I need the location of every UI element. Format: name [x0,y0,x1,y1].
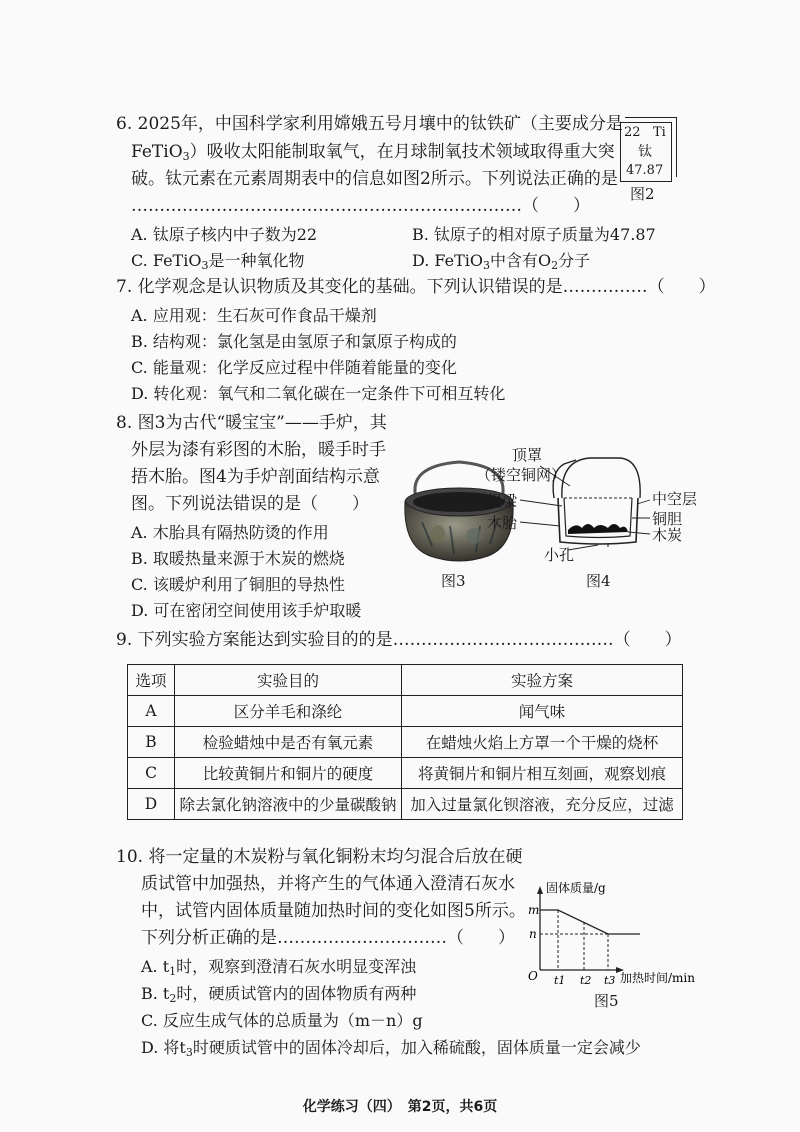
cell-plan: 闻气味 [402,696,683,727]
cell-option: C [128,758,175,789]
q8-option-c: C. 该暖炉利用了铜胆的导热性 [131,575,345,594]
atomic-mass: 47.87 [626,163,664,178]
series-line [540,910,640,934]
q6-line4: ……………………………………………………………（ ） [131,196,590,216]
periodic-element-box [620,122,672,182]
table-row [128,789,683,820]
q8-option-a: A. 木胎具有隔热防烫的作用 [131,523,329,542]
q7-option-c: C. 能量观：化学反应过程中伴随着能量的变化 [131,358,457,377]
cell-option: B [128,727,175,758]
cell-purpose: 检验蜡烛中是否有氧元素 [175,727,402,758]
q7-option-d: D. 转化观：氧气和二氧化碳在一定条件下可相互转化 [131,384,506,403]
experiment-table [127,664,683,820]
q10-option-c: C. 反应生成气体的总质量为（m－n）g [141,1011,423,1030]
table-header-row [128,665,683,696]
cell-plan: 加入过量氯化钡溶液，充分反应，过滤 [402,789,683,820]
label-copper-liner: 铜胆 [652,510,683,528]
x-tick-t1: t1 [554,974,566,985]
cell-purpose: 区分羊毛和涤纶 [175,696,402,727]
element-name: 钛 [638,144,652,160]
mass-time-chart [520,880,700,985]
page-footer: 化学练习（四） 第2页，共6页 [302,1099,498,1115]
fig2-caption: 图2 [630,185,655,203]
origin-label: O [528,969,538,983]
fig5-caption: 图5 [594,992,619,1010]
x-axis-label: 加热时间/min [620,971,695,985]
header-purpose: 实验目的 [175,665,402,696]
x-tick-t3: t3 [604,974,616,985]
q8-line2: 外层为漆有彩图的木胎，暖手时手 [131,440,386,460]
q7-stem: 7. 化学观念是认识物质及其变化的基础。下列认识错误的是……………（ ） [116,277,716,297]
q6-option-a: A. 钛原子核内中子数为22 [131,225,318,244]
q10-line1: 10. 将一定量的木炭粉与氧化铜粉末均匀混合后放在硬 [116,847,523,867]
y-axis-arrow [537,886,543,894]
cell-purpose: 除去氯化钠溶液中的少量碳酸钠 [175,789,402,820]
q10-option-a: A. $t_1$时，观察到澄清石灰水明显变浑浊 [141,957,417,978]
label-small-hole: 小孔 [544,546,575,564]
x-tick-t2: t2 [580,974,592,985]
cell-plan: 将黄铜片和铜片相互刻画，观察划痕 [402,758,683,789]
element-symbol: Ti [653,125,666,140]
q10-option-d: D. 将$t_3$时硬质试管中的固体冷却后，加入稀硫酸，固体质量一定会减少 [141,1038,641,1059]
label-handle: 提梁 [487,492,518,510]
fig3-caption: 图3 [441,572,466,590]
q8-option-b: B. 取暖热量来源于木炭的燃烧 [131,549,345,568]
q8-line4: 图。下列说法错误的是（ ） [131,494,369,514]
atomic-number: 22 [624,125,641,140]
q6-line2: FeTiO$_3$）吸收太阳能制取氧气，在月球制氧技术领域取得重大突 [131,142,615,163]
label-hollow-layer: 中空层 [652,490,698,508]
q7-option-b: B. 结构观：氯化氢是由氢原子和氯原子构成的 [131,332,457,351]
table-row [128,758,683,789]
q10-line2: 质试管中加强热，并将产生的气体通入澄清石灰水 [141,874,515,894]
y-tick-n: n [529,927,537,941]
y-tick-m: m [528,903,540,917]
table-row [128,727,683,758]
q8-option-d: D. 可在密闭空间使用该手炉取暖 [131,601,362,620]
label-top-cover: 顶罩 [512,446,543,464]
q7-option-a: A. 应用观：生石灰可作食品干燥剂 [131,306,377,325]
cell-option: A [128,696,175,727]
fig4-caption: 图4 [586,572,611,590]
label-top-cover-net: （镂空铜网） [476,466,567,484]
q6-line3: 破。钛元素在元素周期表中的信息如图2所示。下列说法正确的是 [131,169,618,189]
label-wood-body: 木胎 [487,514,518,532]
q8-line1: 8. 图3为古代“暖宝宝”——手炉，其 [116,413,387,433]
q6-option-b: B. 钛原子的相对原子质量为47.87 [412,225,656,244]
y-axis-label: 固体质量/g [546,881,606,895]
table-row [128,696,683,727]
q6-option-d: D. FeTiO$_3$中含有$O_2$分子 [412,251,591,272]
q6-option-c: C. FeTiO$_3$是一种氧化物 [131,251,305,272]
label-charcoal: 木炭 [652,526,683,544]
q9-stem: 9. 下列实验方案能达到实验目的的是…………………………………（ ） [116,630,682,650]
header-plan: 实验方案 [402,665,683,696]
q10-option-b: B. $t_2$时，硬质试管内的固体物质有两种 [141,984,417,1005]
header-option: 选项 [128,665,175,696]
cell-purpose: 比较黄铜片和铜片的硬度 [175,758,402,789]
q8-line3: 捂木胎。图4为手炉剖面结构示意 [131,467,380,487]
q10-line3: 中，试管内固体质量随加热时间的变化如图5所示。 [141,901,526,921]
q6-line1: 6. 2025年，中国科学家利用嫦娥五号月壤中的钛铁矿（主要成分是 [116,114,623,134]
cell-plan: 在蜡烛火焰上方罩一个干燥的烧杯 [402,727,683,758]
cell-option: D [128,789,175,820]
q10-line4: 下列分析正确的是…………………………（ ） [141,928,515,948]
